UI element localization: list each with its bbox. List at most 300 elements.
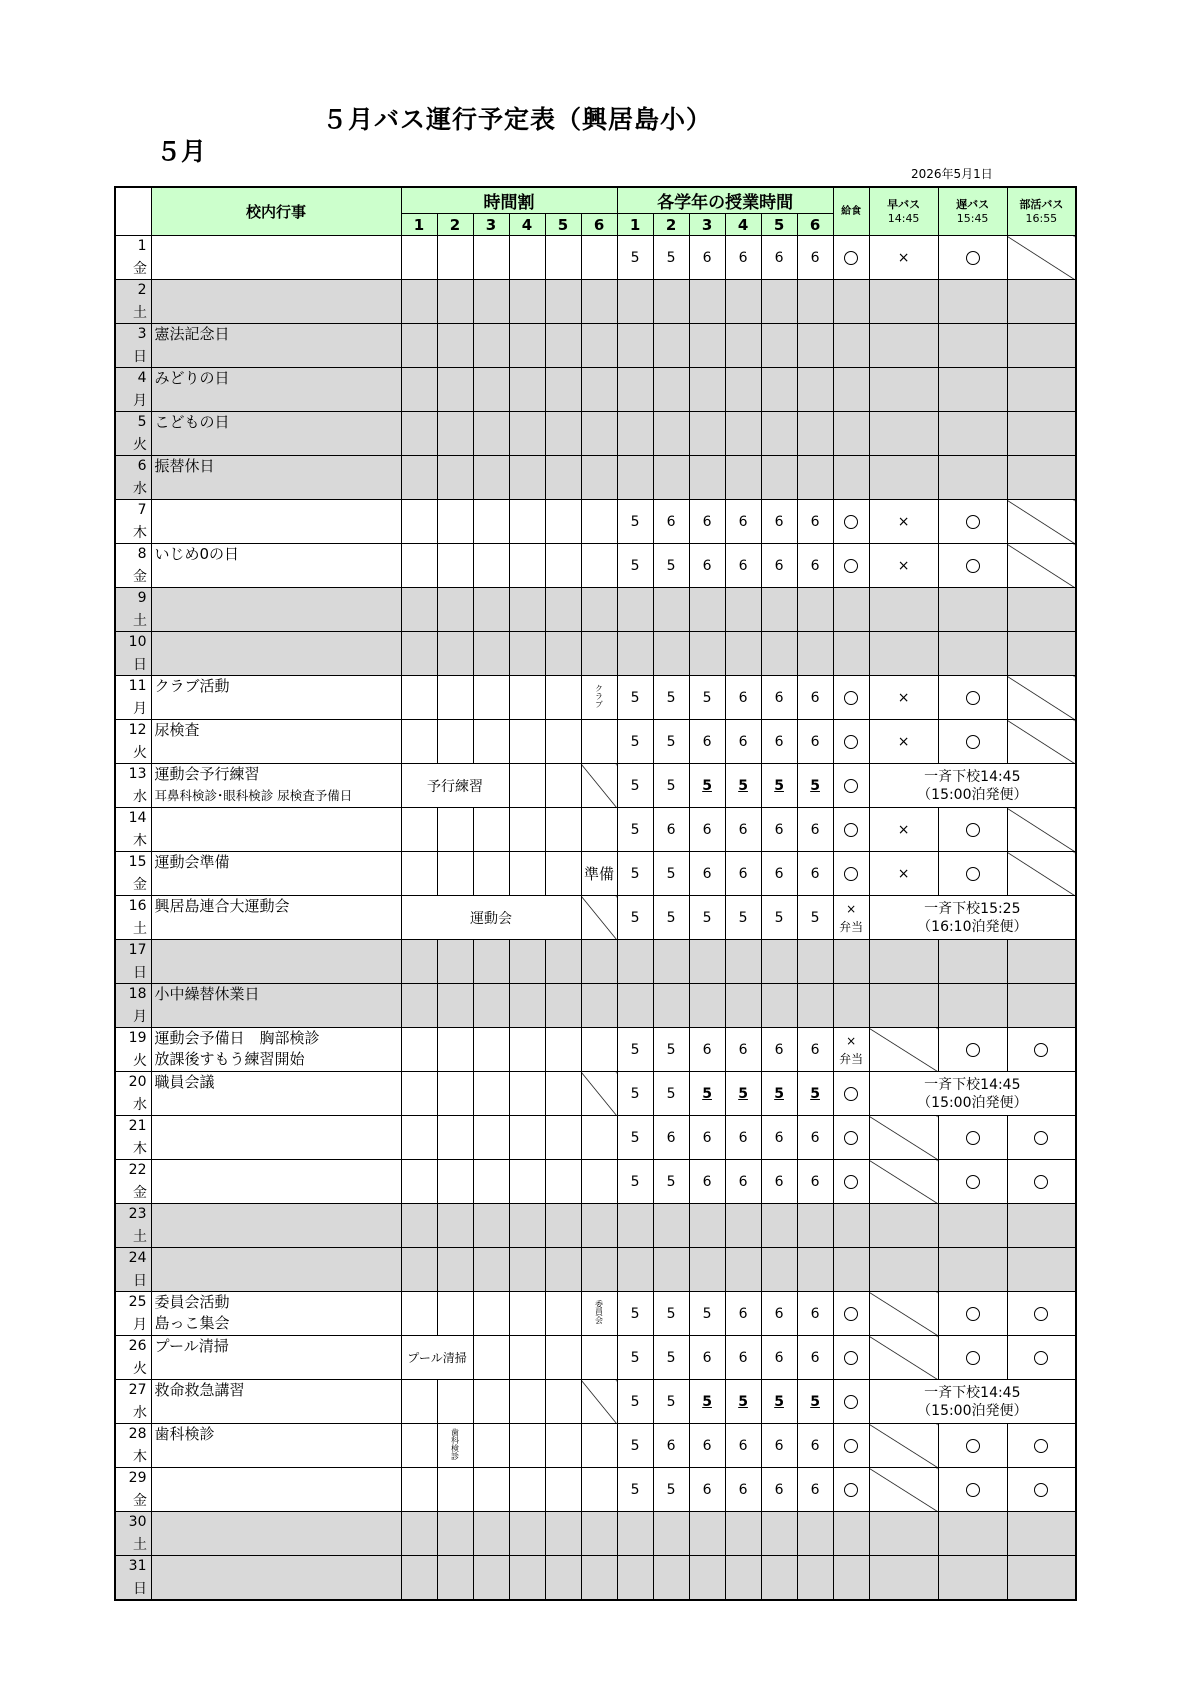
period-2-header: 2 [437,214,473,236]
day-number: 18 [128,986,147,1002]
late-bus-cell [938,456,1007,500]
club-bus-cell [1007,940,1076,984]
period-cell [509,456,545,500]
grade-hours-cell: 5 [761,1380,797,1424]
bus-notice-cell [869,1072,1076,1116]
bus-notice-line1: 一斉下校14:45 [924,768,1021,785]
period-cell [545,324,581,368]
period-cell [473,1160,509,1204]
period-cell [473,1424,509,1468]
period-cell [581,896,617,940]
schedule-row [115,1380,1076,1424]
event-cell [151,324,401,368]
event-text-2: 島っこ集会 [154,1314,230,1332]
grade-hours-cell: 6 [797,852,833,896]
period-cell [581,1512,617,1556]
weekday: 土 [133,613,147,629]
late-bus-cell [938,368,1007,412]
event-cell [151,1292,401,1336]
weekday: 土 [133,921,147,937]
period-cell [401,324,437,368]
grade-hours-cell [689,280,725,324]
club-bus-cell [1007,1336,1076,1380]
schedule-row [115,1336,1076,1380]
day-cell [115,808,151,852]
lunch-circle [844,1087,858,1101]
schedule-row [115,896,1076,940]
period-cell [509,852,545,896]
lunch-cell [833,720,869,764]
bus-notice-line1: 一斉下校14:45 [924,1384,1021,1401]
period-note: 準備 [584,865,615,883]
period-note: 委員会 [594,1299,604,1324]
period-cell [545,280,581,324]
grade-hours-cell: 5 [725,764,761,808]
period-cell [509,984,545,1028]
period-cell [509,1160,545,1204]
event-cell [151,1028,401,1072]
period-cell [545,1160,581,1204]
grade-hours-cell: 6 [689,544,725,588]
day-cell [115,1248,151,1292]
period-cell [473,808,509,852]
event-text: 運動会予行練習 [154,765,260,783]
day-cell [115,1424,151,1468]
event-text: 救命救急講習 [154,1381,245,1399]
club-bus-circle [1034,1483,1048,1497]
period-cell [545,1072,581,1116]
period-cell [401,1424,437,1468]
late-bus-cell [938,1292,1007,1336]
period-cell [401,676,437,720]
period-cell [437,236,473,280]
period-cell [401,720,437,764]
grade-hours-cell: 6 [761,1468,797,1512]
early-bus-cell [869,1424,938,1468]
period-cell [509,588,545,632]
period-cell [401,544,437,588]
period-span-label: 運動会 [470,910,512,927]
grade-hours-cell: 6 [797,1028,833,1072]
club-bus-cell [1007,1028,1076,1072]
lunch-cell [833,984,869,1028]
grade-hours-cell: 5 [689,1292,725,1336]
period-4-header: 4 [509,214,545,236]
weekday: 月 [133,1317,147,1333]
grade-hours-cell: 6 [761,1336,797,1380]
weekday: 水 [133,1405,147,1421]
grade-hours-cell: 6 [725,544,761,588]
grade-hours-cell [653,984,689,1028]
grade-hours-cell [617,984,653,1028]
grade-hours-cell: 6 [761,720,797,764]
grade-hours-cell: 6 [761,1424,797,1468]
period-cell [437,1028,473,1072]
period-3-header: 3 [473,214,509,236]
day-cell [115,1468,151,1512]
event-text: 小中繰替休業日 [154,985,260,1003]
grade-hours-cell [617,412,653,456]
period-cell [473,588,509,632]
grade-hours-cell: 6 [725,1028,761,1072]
lunch-circle [844,779,858,793]
schedule-row [115,1468,1076,1512]
event-text: 運動会予備日 胸部検診 [154,1029,320,1047]
lunch-circle [844,867,858,881]
grade-hours-cell: 6 [761,544,797,588]
period-cell [545,764,581,808]
grade-hours-cell [797,1512,833,1556]
club-bus-cell [1007,500,1076,544]
grade-hours-cell [653,632,689,676]
event-text: 委員会活動 [154,1293,230,1311]
period-cell [545,984,581,1028]
period-cell [581,500,617,544]
day-number: 25 [128,1294,147,1310]
grade-hours-cell: 6 [797,1336,833,1380]
period-cell [401,1116,437,1160]
club-bus-cell [1007,984,1076,1028]
weekday: 火 [133,1361,147,1377]
day-number: 14 [128,810,147,826]
period-cell [473,1248,509,1292]
weekday: 月 [133,701,147,717]
event-text: 興居島連合大運動会 [154,897,290,915]
event-cell [151,808,401,852]
weekday: 日 [133,349,147,365]
schedule-row [115,500,1076,544]
club-bus-circle [1034,1175,1048,1189]
event-cell [151,544,401,588]
event-text: 職員会議 [154,1073,215,1091]
period-cell [437,1380,473,1424]
early-bus-cell [869,1468,938,1512]
club-bus-cell [1007,1116,1076,1160]
day-cell [115,1116,151,1160]
period-cell [473,236,509,280]
event-cell [151,940,401,984]
period-cell [401,1248,437,1292]
period-cell [401,1028,437,1072]
late-bus-circle [966,867,980,881]
day-cell [115,500,151,544]
event-cell [151,236,401,280]
period-span-cell [401,896,581,940]
day-cell [115,324,151,368]
grade-hours-cell: 5 [617,500,653,544]
class-hours-header: 各学年の授業時間 [617,187,833,214]
lunch-cell [833,1072,869,1116]
late-bus-circle [966,515,980,529]
period-cell [509,1072,545,1116]
period-span-cell [401,764,509,808]
club-bus-header: 部活バス 16:55 [1007,187,1076,236]
grade-hours-cell: 5 [797,896,833,940]
period-cell [509,324,545,368]
schedule-row [115,940,1076,984]
event-cell [151,720,401,764]
grade-hours-cell: 5 [653,852,689,896]
day-cell [115,764,151,808]
schedule-row [115,676,1076,720]
late-bus-circle [966,559,980,573]
day-cell [115,456,151,500]
late-bus-cell [938,676,1007,720]
period-cell [473,544,509,588]
bus-schedule-table [114,186,1077,1601]
period-cell [545,1116,581,1160]
event-text: みどりの日 [154,369,230,387]
period-cell [401,1160,437,1204]
period-cell [545,632,581,676]
event-cell [151,632,401,676]
schedule-row [115,324,1076,368]
day-number: 12 [128,722,147,738]
grade-hours-cell: 6 [797,544,833,588]
grade-hours-cell: 5 [761,1072,797,1116]
event-text: 運動会準備 [154,853,230,871]
club-bus-cell [1007,412,1076,456]
lunch-cell [833,1512,869,1556]
early-bus-cell [869,236,938,280]
grade-hours-cell [761,368,797,412]
event-text-2: 放課後すもう練習開始 [154,1050,305,1068]
period-cell [401,1512,437,1556]
period-cell [581,412,617,456]
period-cell [437,852,473,896]
schedule-row [115,544,1076,588]
grade-hours-cell: 5 [617,1424,653,1468]
period-cell [437,984,473,1028]
early-bus-cross: × [897,249,910,266]
late-bus-circle [966,1307,980,1321]
period-cell [401,368,437,412]
period-note: 歯科検診 [450,1427,460,1460]
grade-hours-cell [617,1248,653,1292]
period-cell [401,984,437,1028]
lunch-cell [833,940,869,984]
grade-hours-cell: 6 [725,1336,761,1380]
grade-hours-cell [617,368,653,412]
club-bus-cell [1007,1512,1076,1556]
early-bus-cell [869,324,938,368]
grade-hours-cell [725,1512,761,1556]
period-cell [473,720,509,764]
lunch-cell [833,1116,869,1160]
lunch-cell [833,676,869,720]
late-bus-circle [966,1043,980,1057]
lunch-cell [833,764,869,808]
period-cell [545,456,581,500]
lunch-cell [833,1248,869,1292]
period-cell [473,1380,509,1424]
lunch-cell [833,1160,869,1204]
period-cell [401,1204,437,1248]
schedule-row [115,1204,1076,1248]
event-cell [151,456,401,500]
weekday: 土 [133,1229,147,1245]
late-bus-cell [938,324,1007,368]
early-bus-cell [869,1292,938,1336]
period-cell [473,1028,509,1072]
late-bus-cell [938,1556,1007,1601]
club-bus-cell [1007,1292,1076,1336]
club-bus-cell [1007,280,1076,324]
grade-hours-cell [689,984,725,1028]
early-bus-cell [869,1248,938,1292]
grade-hours-cell: 6 [761,808,797,852]
late-bus-cell [938,984,1007,1028]
period-cell [545,500,581,544]
event-cell [151,984,401,1028]
event-header: 校内行事 [151,187,401,236]
late-bus-cell [938,544,1007,588]
grade-hours-cell [797,984,833,1028]
period-cell [437,412,473,456]
period-cell [581,368,617,412]
event-text-2: 耳鼻科検診･眼科検診 尿検査予備日 [154,788,353,803]
grade-hours-cell: 5 [617,1116,653,1160]
bus-notice-line1: 一斉下校15:25 [924,900,1021,917]
grade-hours-cell [725,588,761,632]
lunch-note: 弁当 [839,919,864,934]
period-cell [437,500,473,544]
period-cell [401,236,437,280]
day-number: 22 [128,1162,147,1178]
grade-hours-cell [617,456,653,500]
grade-hours-cell [617,940,653,984]
grade-hours-cell: 5 [797,1072,833,1116]
early-bus-cell [869,1556,938,1601]
day-cell [115,588,151,632]
late-bus-cell [938,1424,1007,1468]
grade-hours-cell: 6 [797,1292,833,1336]
grade-hours-cell: 6 [797,500,833,544]
period-cell [581,544,617,588]
club-bus-cell [1007,236,1076,280]
early-bus-cell [869,632,938,676]
grade-hours-cell: 6 [689,808,725,852]
day-number: 7 [137,502,147,518]
early-bus-cell [869,588,938,632]
grade-hours-cell [761,324,797,368]
period-cell [473,280,509,324]
day-cell [115,412,151,456]
bus-notice-cell [869,896,1076,940]
day-cell [115,544,151,588]
grade-hours-cell: 6 [689,1160,725,1204]
period-cell [437,632,473,676]
late-bus-cell [938,500,1007,544]
early-bus-cross: × [897,513,910,530]
late-bus-cell [938,632,1007,676]
grade-hours-cell: 5 [653,544,689,588]
early-bus-cell [869,676,938,720]
period-cell [473,1292,509,1336]
grade-hours-cell [689,412,725,456]
event-cell [151,1160,401,1204]
grade-hours-cell [797,632,833,676]
period-span-label: 予行練習 [427,778,483,795]
lunch-circle [844,1439,858,1453]
lunch-circle [844,1175,858,1189]
period-cell [473,412,509,456]
day-cell [115,1336,151,1380]
period-cell [581,236,617,280]
grade-hours-cell [653,412,689,456]
late-bus-circle [966,823,980,837]
grade-hours-cell [689,368,725,412]
lunch-circle [844,1131,858,1145]
grade-hours-cell: 5 [653,676,689,720]
day-cell [115,280,151,324]
period-cell [581,456,617,500]
period-cell [437,720,473,764]
grade-hours-cell: 6 [689,1424,725,1468]
grade-hours-cell: 5 [797,764,833,808]
period-cell [581,1072,617,1116]
period-cell [437,1116,473,1160]
schedule-row [115,412,1076,456]
period-cell [401,1468,437,1512]
grade-hours-cell: 6 [761,676,797,720]
period-cell [437,1512,473,1556]
weekday: 火 [133,437,147,453]
period-cell [545,852,581,896]
grade-hours-cell: 6 [725,500,761,544]
event-cell [151,280,401,324]
grade-hours-cell [653,456,689,500]
lunch-cell [833,1204,869,1248]
grade-hours-cell: 5 [761,896,797,940]
grade-hours-cell [689,1248,725,1292]
period-cell [401,1556,437,1601]
lunch-cell [833,588,869,632]
club-bus-cell [1007,588,1076,632]
period-cell [473,1116,509,1160]
grade-hours-cell: 5 [617,1380,653,1424]
weekday: 金 [133,261,147,277]
late-bus-cell [938,236,1007,280]
grade-hours-cell: 5 [617,1468,653,1512]
event-cell [151,1248,401,1292]
grade-hours-cell [653,1512,689,1556]
schedule-row [115,764,1076,808]
late-bus-cell [938,1116,1007,1160]
late-bus-cell [938,1336,1007,1380]
period-cell [437,544,473,588]
early-bus-cell [869,720,938,764]
late-bus-cell [938,280,1007,324]
grade-hours-cell: 6 [725,852,761,896]
grade-hours-cell: 6 [689,500,725,544]
grade-hours-cell [617,588,653,632]
grade-hours-cell: 6 [689,236,725,280]
grade-hours-cell: 5 [653,1336,689,1380]
grade-hours-cell: 5 [689,1072,725,1116]
period-cell [545,1336,581,1380]
period-cell [581,1160,617,1204]
period-cell [509,544,545,588]
period-cell [509,368,545,412]
event-cell [151,1512,401,1556]
day-cell [115,1556,151,1601]
day-cell [115,984,151,1028]
grade-hours-cell [725,1204,761,1248]
late-bus-cell [938,1028,1007,1072]
lunch-circle [844,823,858,837]
day-number: 27 [128,1382,147,1398]
